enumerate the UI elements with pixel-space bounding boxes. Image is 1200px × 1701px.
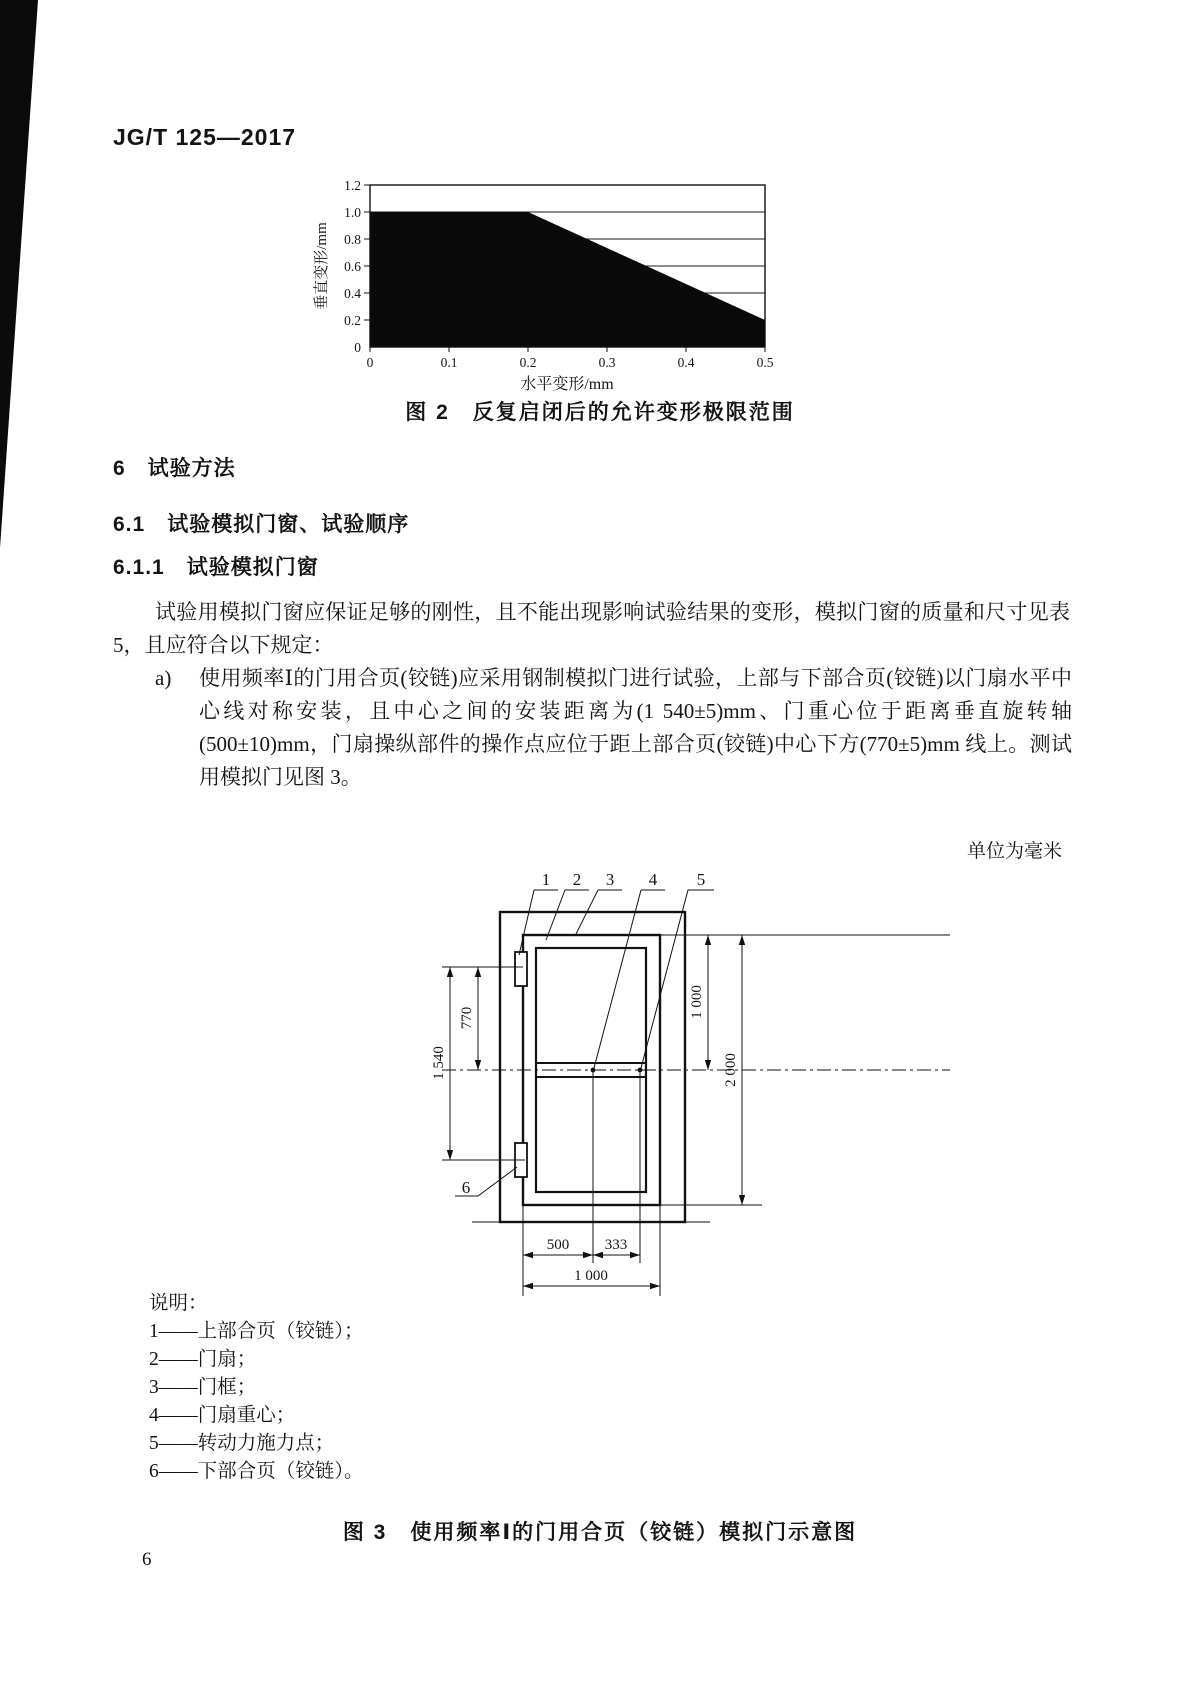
- legend-item-6: 6——下部合页（铰链）。: [149, 1461, 364, 1482]
- y-tick: 0.8: [344, 232, 361, 247]
- dim-1000-right-label: 1 000: [689, 985, 705, 1019]
- dim-1000-bottom-label: 1 000: [574, 1268, 608, 1284]
- dim-770-label: 770: [459, 1006, 475, 1030]
- unit-note: 单位为毫米: [966, 841, 1062, 862]
- x-tick: 0.2: [519, 355, 537, 370]
- chapter-heading: 6 试验方法: [113, 457, 236, 480]
- dim-500-label: 500: [546, 1237, 570, 1253]
- y-tick: 0.2: [344, 313, 361, 328]
- list-item-a-marker: a): [155, 666, 172, 690]
- dim-2000-label: 2 000: [723, 1053, 739, 1087]
- legend-item-1: 1——上部合页（铰链）；: [149, 1321, 364, 1342]
- figure-3-legend: [149, 1290, 364, 1486]
- section-6-1-heading: 6.1 试验模拟门窗、试验顺序: [113, 513, 410, 536]
- list-item-a-text: 使用频率Ⅰ的门用合页(铰链)应采用钢制模拟门进行试验，上部与下部合页(铰链)以门扇水平中心线对称安装，且中心之间的安装距离为(1 540±5)mm、门重心位于距离垂直旋转轴(500±10)mm，门扇操纵部件的操作点应位于距上部合页(铰链)中心下方(770±5)mm 线上。测试用模拟门见图 3。: [199, 666, 1072, 789]
- x-tick: 0.1: [440, 355, 458, 370]
- dim-333-label: 333: [604, 1237, 628, 1253]
- x-tick: 0.3: [598, 355, 616, 370]
- callout-1: 1: [541, 870, 551, 889]
- legend-item-4: 4——门扇重心；: [149, 1405, 296, 1426]
- list-item-a: [155, 662, 1072, 794]
- scan-shadow-artifact: [0, 0, 38, 548]
- legend-title: 说明：: [149, 1293, 208, 1314]
- figure-3-diagram: [390, 855, 1000, 1305]
- x-tick: 0: [366, 355, 374, 370]
- standard-number: JG/T 125—2017: [113, 124, 297, 150]
- callout-2: 2: [572, 870, 582, 889]
- legend-item-2: 2——门扇；: [149, 1349, 257, 1370]
- legend-item-3: 3——门框；: [149, 1377, 257, 1398]
- paragraph-intro: 试验用模拟门窗应保证足够的刚性，且不能出现影响试验结果的变形，模拟门窗的质量和尺寸见表 5，且应符合以下规定：: [113, 600, 1070, 657]
- allowed-deformation-area: [370, 212, 765, 347]
- callout-6: 6: [461, 1178, 471, 1197]
- x-tick: 0.4: [677, 355, 695, 370]
- x-tick-labels: [367, 355, 774, 370]
- figure-2-caption: 图 2 反复启闭后的允许变形极限范围: [405, 401, 795, 424]
- y-tick: 1.2: [344, 178, 361, 193]
- callout-4: 4: [648, 870, 658, 889]
- y-tick: 1.0: [344, 205, 361, 220]
- callout-5: 5: [696, 870, 706, 889]
- callout-3: 3: [605, 870, 615, 889]
- y-tick: 0: [354, 340, 361, 355]
- y-axis-title: 垂直变形/mm: [314, 222, 330, 310]
- legend-item-5: 5——转动力施力点；: [149, 1433, 335, 1454]
- page-number: 6: [142, 1549, 152, 1570]
- y-tick: 0.4: [344, 286, 361, 301]
- y-tick-labels: [344, 178, 361, 355]
- x-axis-title: 水平变形/mm: [520, 376, 614, 393]
- x-tick: 0.5: [756, 355, 774, 370]
- figure-2-chart: [300, 168, 820, 418]
- upper-hinge: [515, 952, 527, 986]
- y-tick: 0.6: [344, 259, 361, 274]
- section-6-1-1-heading: 6.1.1 试验模拟门窗: [113, 556, 319, 579]
- dim-1540-label: 1 540: [431, 1046, 447, 1080]
- figure-3-caption: 图 3 使用频率Ⅰ的门用合页（铰链）模拟门示意图: [342, 1521, 858, 1544]
